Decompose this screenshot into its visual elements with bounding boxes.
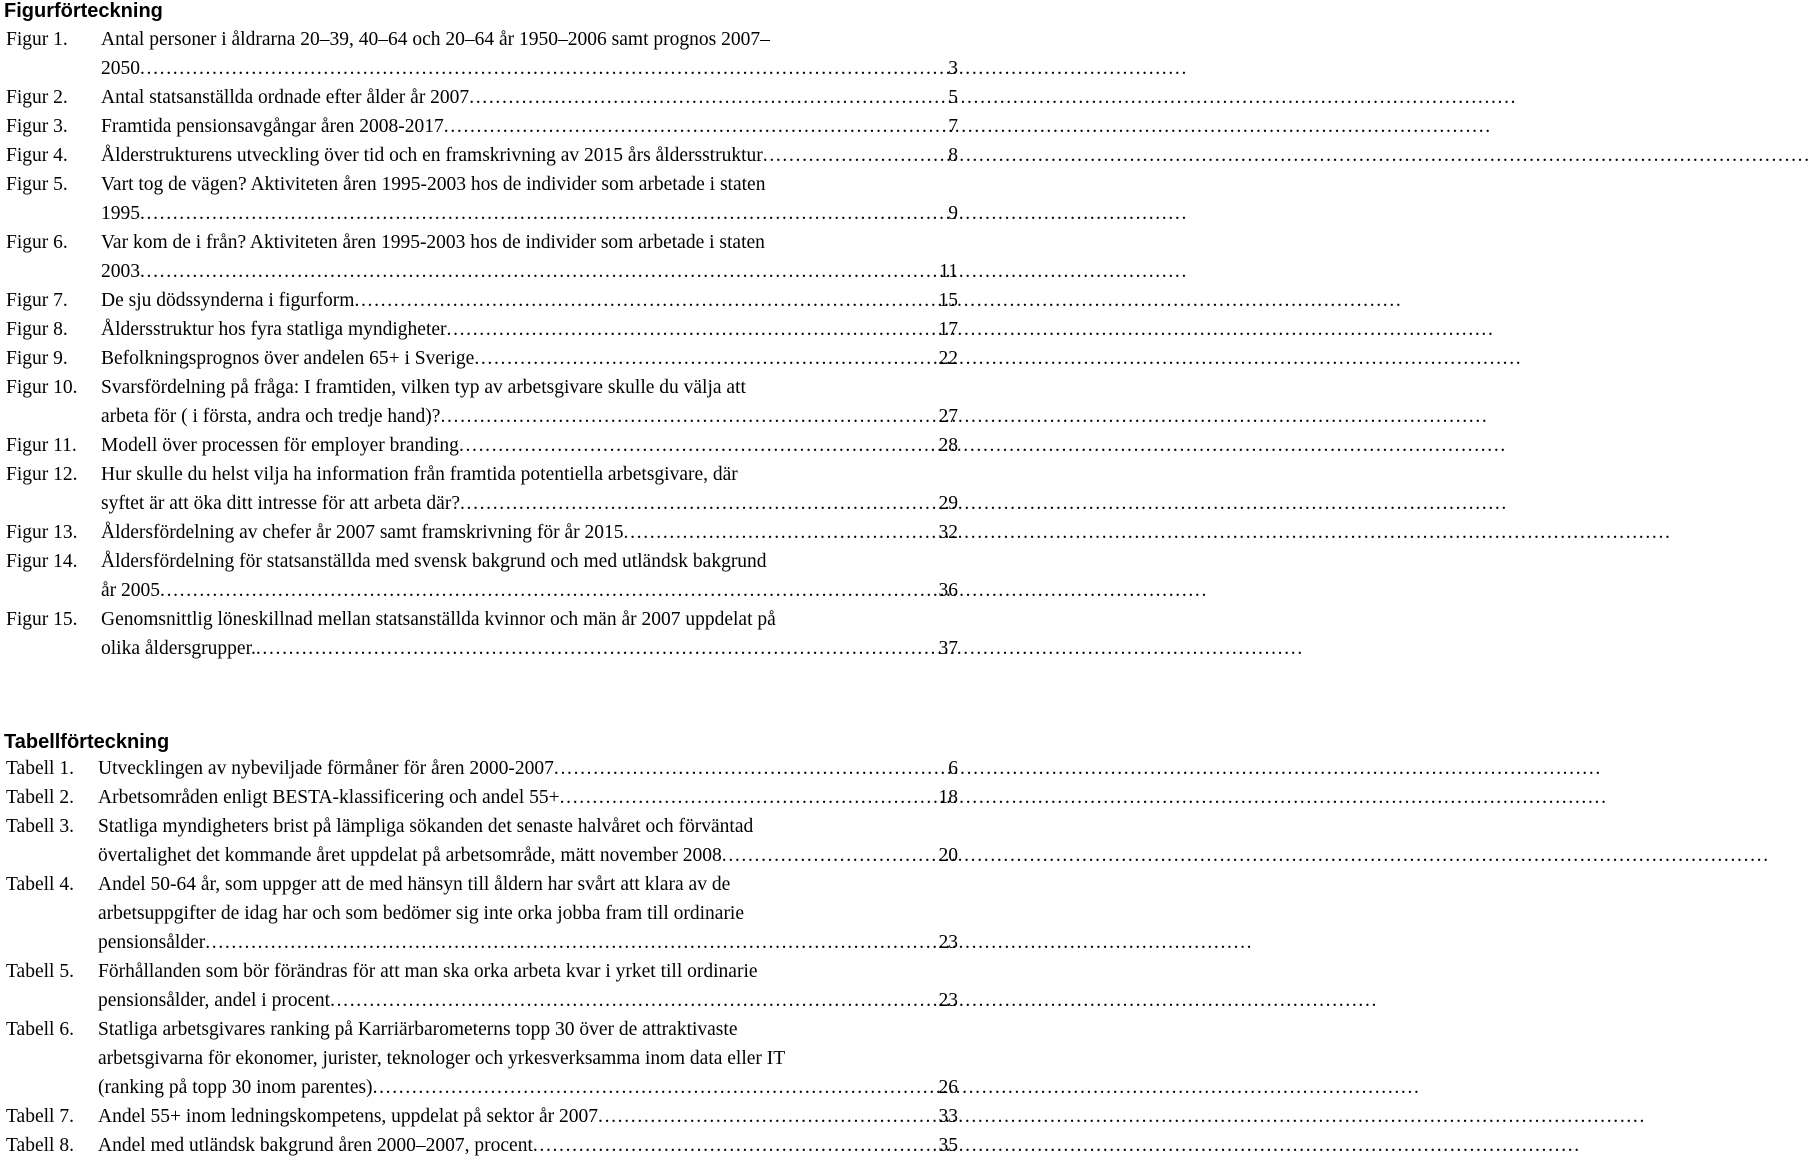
dot-leader <box>330 986 936 1015</box>
entry-title-line: Antal statsanställda ordnade efter ålder år 2007 <box>101 87 470 108</box>
entry-title-line: Statliga myndigheters brist på lämpliga sökanden det senaste halvåret och förväntad <box>98 816 754 837</box>
dot-leader <box>763 141 946 170</box>
entry-title-line: Åldersfördelning av chefer år 2007 samt framskrivning för år 2015 <box>101 522 624 543</box>
dot-leader <box>554 754 946 783</box>
dot-leader <box>354 286 936 315</box>
table-entry[interactable] <box>0 1015 958 1102</box>
entry-page-number: 32 <box>938 522 958 543</box>
entry-page-number: 20 <box>938 845 958 866</box>
table-list-heading: Tabellförteckning <box>4 731 170 753</box>
entry-title-line: pensionsålder <box>98 932 206 953</box>
dot-leader <box>598 1102 936 1131</box>
entry-page-number: 9 <box>948 203 958 224</box>
entry-label: Tabell 7. <box>6 1106 74 1127</box>
entry-page-number: 28 <box>938 435 958 456</box>
figure-entry[interactable] <box>0 315 958 344</box>
dot-leader <box>474 344 936 373</box>
table-entry[interactable] <box>0 783 958 812</box>
entry-title-line: 2050 <box>101 58 140 79</box>
table-entry[interactable] <box>0 870 958 957</box>
dot-leader <box>624 518 937 547</box>
entry-title-line: Modell över processen för employer branding <box>101 435 459 456</box>
entry-label: Tabell 3. <box>6 816 74 837</box>
entry-page-number: 7 <box>948 116 958 137</box>
dot-leader <box>140 199 946 228</box>
dot-leader <box>447 315 937 344</box>
entry-title-line: Statliga arbetsgivares ranking på Karriärbarometerns topp 30 över de attraktivaste <box>98 1019 738 1040</box>
entry-title-line: 2003 <box>101 261 140 282</box>
entry-page-number: 18 <box>938 787 958 808</box>
dot-leader <box>440 402 936 431</box>
entry-label: Figur 1. <box>6 29 68 50</box>
figure-entry[interactable] <box>0 228 958 286</box>
figure-entry[interactable] <box>0 25 958 83</box>
entry-title-line: Svarsfördelning på fråga: I framtiden, vilken typ av arbetsgivare skulle du välja att <box>101 377 746 398</box>
entry-label: Figur 3. <box>6 116 68 137</box>
entry-label: Figur 4. <box>6 145 68 166</box>
figure-entry[interactable] <box>0 344 958 373</box>
entry-page-number: 36 <box>938 580 958 601</box>
entry-title-line: Åldersstruktur hos fyra statliga myndigheter <box>101 319 447 340</box>
figure-entry[interactable] <box>0 170 958 228</box>
dot-leader <box>469 83 946 112</box>
figure-entry[interactable] <box>0 83 958 112</box>
entry-label: Tabell 4. <box>6 874 74 895</box>
entry-label: Figur 15. <box>6 609 78 630</box>
table-entry[interactable] <box>0 1131 958 1160</box>
entry-label: Figur 2. <box>6 87 68 108</box>
table-entry[interactable] <box>0 1102 958 1131</box>
entry-label: Tabell 6. <box>6 1019 74 1040</box>
dot-leader <box>205 928 936 957</box>
figure-entry[interactable] <box>0 547 958 605</box>
figure-entry[interactable] <box>0 373 958 431</box>
dot-leader <box>560 783 937 812</box>
entry-title-line: Vart tog de vägen? Aktiviteten åren 1995-2003 hos de individer som arbetade i staten <box>101 174 766 195</box>
dot-leader <box>140 54 946 83</box>
dot-leader <box>459 431 937 460</box>
entry-page-number: 29 <box>938 493 958 514</box>
entry-title-line: Utvecklingen av nybeviljade förmåner för åren 2000-2007 <box>98 758 554 779</box>
table-entry[interactable] <box>0 754 958 783</box>
entry-label: Figur 6. <box>6 232 68 253</box>
entry-page-number: 22 <box>938 348 958 369</box>
entry-page-number: 3 <box>948 58 958 79</box>
figure-entry[interactable] <box>0 460 958 518</box>
entry-title-line: Förhållanden som bör förändras för att man ska orka arbeta kvar i yrket till ordinarie <box>98 961 758 982</box>
figure-entry[interactable] <box>0 605 958 663</box>
entry-label: Tabell 8. <box>6 1135 74 1156</box>
figure-entry[interactable] <box>0 141 958 170</box>
dot-leader <box>460 489 937 518</box>
dot-leader <box>533 1131 937 1160</box>
entry-page-number: 6 <box>948 758 958 779</box>
entry-title-line: olika åldersgrupper. <box>101 638 256 659</box>
entry-page-number: 8 <box>948 145 958 166</box>
entry-page-number: 27 <box>938 406 958 427</box>
entry-label: Tabell 1. <box>6 758 74 779</box>
entry-title-line: syftet är att öka ditt intresse för att arbeta där? <box>101 493 460 514</box>
entry-label: Figur 10. <box>6 377 78 398</box>
entry-title-line: (ranking på topp 30 inom parentes) <box>98 1077 373 1098</box>
table-entry[interactable] <box>0 957 958 1015</box>
entry-title-line: Arbetsområden enligt BESTA-klassificering och andel 55+ <box>98 787 560 808</box>
dot-leader <box>373 1073 937 1102</box>
dot-leader <box>444 112 946 141</box>
entry-page-number: 23 <box>938 990 958 1011</box>
entry-title-line: övertalighet det kommande året uppdelat på arbetsområde, mätt november 2008 <box>98 845 722 866</box>
entry-page-number: 15 <box>938 290 958 311</box>
entry-title-line: arbetsgivarna för ekonomer, jurister, teknologer och yrkesverksamma inom data eller IT <box>98 1048 786 1069</box>
entry-title-line: Andel 55+ inom ledningskompetens, uppdelat på sektor år 2007 <box>98 1106 599 1127</box>
entry-title-line: Hur skulle du helst vilja ha information från framtida potentiella arbetsgivare, där <box>101 464 738 485</box>
entry-title-line: Andel 50-64 år, som uppger att de med hänsyn till åldern har svårt att klara av de <box>98 874 731 895</box>
entry-title-line: år 2005 <box>101 580 161 601</box>
entry-label: Figur 9. <box>6 348 68 369</box>
entry-title-line: Andel med utländsk bakgrund åren 2000–2007, procent <box>98 1135 533 1156</box>
entry-title-line: pensionsålder, andel i procent <box>98 990 331 1011</box>
entry-page-number: 23 <box>938 932 958 953</box>
dot-leader <box>140 257 937 286</box>
entry-label: Figur 13. <box>6 522 78 543</box>
dot-leader <box>160 576 936 605</box>
entry-title-line: arbeta för ( i första, andra och tredje hand)? <box>101 406 441 427</box>
entry-label: Figur 7. <box>6 290 68 311</box>
table-list <box>0 754 958 1160</box>
figure-entry[interactable] <box>0 112 958 141</box>
figure-entry[interactable] <box>0 286 958 315</box>
entry-page-number: 35 <box>938 1135 958 1156</box>
entry-title-line: Genomsnittlig löneskillnad mellan statsanställda kvinnor och män år 2007 uppdelat på <box>101 609 776 630</box>
dot-leader <box>722 841 937 870</box>
entry-label: Figur 11. <box>6 435 77 456</box>
entry-page-number: 33 <box>938 1106 958 1127</box>
entry-page-number: 26 <box>938 1077 958 1098</box>
entry-page-number: 5 <box>948 87 958 108</box>
entry-title-line: Var kom de i från? Aktiviteten åren 1995-2003 hos de individer som arbetade i staten <box>101 232 765 253</box>
dot-leader <box>256 634 937 663</box>
entry-label: Tabell 5. <box>6 961 74 982</box>
entry-title-line: Ålderstrukturens utveckling över tid och en framskrivning av 2015 års åldersstruktur <box>101 145 763 166</box>
entry-label: Figur 5. <box>6 174 68 195</box>
entry-page-number: 37 <box>938 638 958 659</box>
entry-title-line: arbetsuppgifter de idag har och som bedömer sig inte orka jobba fram till ordinarie <box>98 903 745 924</box>
entry-title-line: 1995 <box>101 203 140 224</box>
entry-title-line: Framtida pensionsavgångar åren 2008-2017 <box>101 116 444 137</box>
entry-title-line: Antal personer i åldrarna 20–39, 40–64 och 20–64 år 1950–2006 samt prognos 2007– <box>101 29 770 50</box>
entry-label: Figur 14. <box>6 551 78 572</box>
table-entry[interactable] <box>0 812 958 870</box>
entry-title-line: De sju dödssynderna i figurform <box>101 290 355 311</box>
entry-label: Tabell 2. <box>6 787 74 808</box>
entry-label: Figur 12. <box>6 464 78 485</box>
entry-title-line: Åldersfördelning för statsanställda med svensk bakgrund och med utländsk bakgrund <box>101 551 767 572</box>
entry-title-line: Befolkningsprognos över andelen 65+ i Sverige <box>101 348 475 369</box>
figure-list-heading: Figurförteckning <box>4 0 163 22</box>
entry-label: Figur 8. <box>6 319 68 340</box>
entry-page-number: 11 <box>939 261 958 282</box>
figure-entry[interactable] <box>0 431 958 460</box>
figure-entry[interactable] <box>0 518 958 547</box>
entry-page-number: 17 <box>938 319 958 340</box>
figure-list <box>0 25 958 663</box>
